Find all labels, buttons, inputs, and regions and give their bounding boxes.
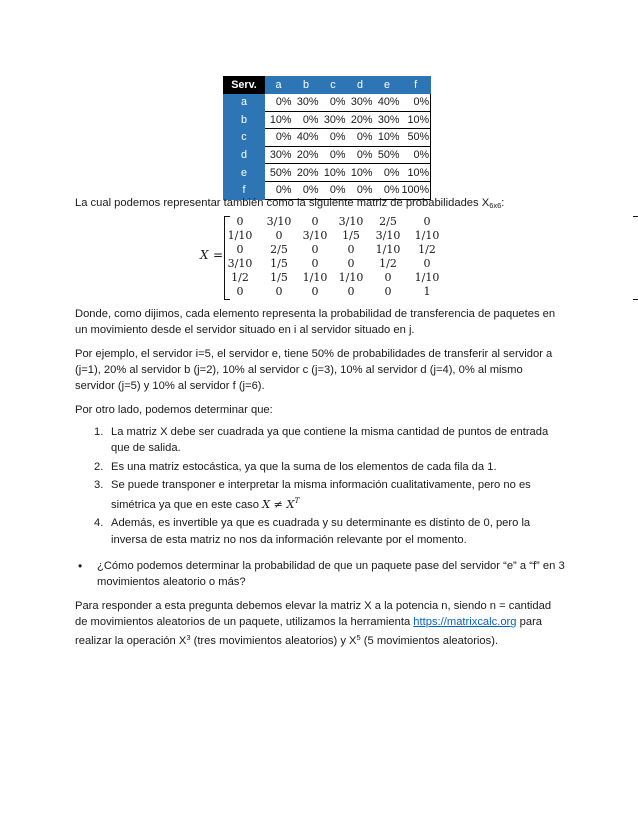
matrix-cell: 0 (347, 285, 355, 298)
matrix-cell: 1/2 (379, 257, 397, 270)
table-cell: 0% (374, 164, 401, 182)
list-text: La matriz X debe ser cuadrada ya que contiene la misma cantidad de puntos de entrada que de salida. (111, 426, 549, 455)
table-cell: 40% (374, 94, 401, 112)
column-header: c (320, 77, 347, 94)
row-header: b (224, 111, 265, 129)
matrix-cell: 1/5 (342, 229, 360, 242)
bullet-icon: • (78, 559, 83, 573)
bullet-text: ¿Cómo podemos determinar la probabilidad de que un paquete pase del servidor “e” a “f” en 3 movimientos aleatorio o más? (97, 560, 565, 589)
responder-text-2: para realizar la operación X (75, 616, 543, 648)
paragraph-responder (75, 598, 565, 650)
table-corner-header: Serv. (224, 77, 265, 94)
matrix-cell: 0 (423, 257, 431, 270)
table-cell: 30% (320, 111, 347, 129)
table-cell: 20% (293, 146, 320, 164)
table-cell: 0% (401, 146, 431, 164)
responder-text-1: Para responder a esta pregunta debemos elevar la matriz X a la potencia n, siendo n = cantidad de movimientos aleatorios de un paquete, utilizamos la herramienta (75, 600, 552, 629)
matrix-cell: 1/2 (418, 243, 436, 256)
table-row (224, 129, 431, 147)
list-number: 4. (94, 517, 104, 530)
column-header: e (374, 77, 401, 94)
column-header: a (265, 77, 293, 94)
matrix-cell: 0 (347, 243, 355, 256)
table-cell: 10% (401, 164, 431, 182)
table-header-row (224, 77, 431, 94)
matrix-cell: 1/10 (375, 243, 401, 256)
table-cell: 0% (374, 181, 401, 199)
table-cell: 30% (265, 146, 293, 164)
matrix-symbol: X (200, 248, 209, 262)
matrix-cell: 0 (384, 271, 392, 284)
matrix-cell: 0 (311, 257, 319, 270)
list-item (75, 515, 565, 548)
responder-text-4: (5 movimientos aleatorios). (360, 635, 499, 648)
table-cell: 0% (401, 94, 431, 112)
paragraph-otro-lado: Por otro lado, podemos determinar que: (75, 404, 273, 416)
paragraph-ejemplo: Por ejemplo, el servidor i=5, el servidor e, tiene 50% de probabilidades de transferir al servidor a (j=1), 20% al servidor b (j=2), 10% al servidor c (j=3), 10% al servidor d (j=4), 0% al mismo servidor (j=5) y 10% al servidor f (j=6). (75, 348, 553, 393)
list-number: 1. (94, 426, 104, 438)
table-cell: 0% (320, 94, 347, 112)
table-cell: 30% (293, 94, 320, 112)
matrix-cell: 0 (275, 285, 283, 298)
matrix-cell: 1/5 (270, 271, 288, 284)
list-text: Además, es invertible ya que es cuadrada y su determinante es distinto de 0, pero la inversa de esta matriz no nos da información relevante por el momento. (111, 517, 531, 546)
matrix-cell: 0 (311, 285, 319, 298)
matrix-intro-subscript: 6x6 (489, 201, 502, 210)
matrix-cell: 1/10 (302, 271, 328, 284)
table-cell: 0% (347, 129, 374, 147)
table-row (224, 111, 431, 129)
matrix-cell: 3/10 (227, 257, 253, 270)
matrix-cell: 0 (423, 215, 431, 228)
matrix-intro-text: La cual podemos representar también como la siguiente matriz de probabilidades X (75, 197, 490, 209)
row-header: a (224, 94, 265, 112)
matrix-cell: 1/10 (338, 271, 364, 284)
properties-list (75, 424, 565, 550)
column-header: d (347, 77, 374, 94)
responder-text-3: (tres movimientos aleatorios) y X (190, 635, 357, 648)
matrix-cell: 1/2 (231, 271, 249, 284)
matrix-cell: 1/5 (270, 257, 288, 270)
table-cell: 0% (347, 181, 374, 199)
matrix-intro-paragraph (75, 195, 565, 214)
row-header: c (224, 129, 265, 147)
matrix-cell: 0 (384, 285, 392, 298)
table-row (224, 146, 431, 164)
table-cell: 20% (347, 111, 374, 129)
responder-sup-5: 5 (356, 633, 361, 643)
matrix-x (200, 216, 440, 298)
list-math: X ≠ X (262, 498, 295, 512)
table-cell: 100% (401, 181, 431, 199)
table-cell: 30% (347, 94, 374, 112)
matrix-cell: 3/10 (375, 229, 401, 242)
matrix-cell: 2/5 (379, 215, 397, 228)
table-cell: 0% (265, 129, 293, 147)
matrix-cell: 1 (423, 285, 431, 298)
matrixcalc-link[interactable]: https://matrixcalc.org (413, 616, 517, 629)
table-row (224, 164, 431, 182)
row-header: e (224, 164, 265, 182)
table-cell: 0% (320, 181, 347, 199)
matrix-cell: 0 (236, 243, 244, 256)
row-header: f (224, 181, 265, 199)
table-cell: 10% (265, 111, 293, 129)
table-cell: 10% (401, 111, 431, 129)
column-header: b (293, 77, 320, 94)
table-cell: 10% (347, 164, 374, 182)
list-text: Es una matriz estocástica, ya que la suma de los elementos de cada fila da 1. (111, 460, 497, 473)
table-row (224, 94, 431, 112)
list-number: 2. (94, 460, 104, 473)
matrix-cell: 3/10 (302, 229, 328, 242)
matrix-cell: 0 (347, 257, 355, 270)
table-cell: 50% (374, 146, 401, 164)
probability-table (223, 76, 431, 200)
matrix-cell: 0 (275, 229, 283, 242)
matrix-intro-colon: : (501, 197, 505, 209)
list-item (75, 424, 565, 457)
table-cell: 0% (347, 146, 374, 164)
column-header: f (401, 77, 431, 94)
table-cell: 10% (320, 164, 347, 182)
responder-sup-3: 3 (186, 633, 191, 643)
list-number: 3. (94, 478, 104, 491)
table-cell: 0% (320, 129, 347, 147)
list-item (75, 459, 565, 475)
table-cell: 30% (374, 111, 401, 129)
matrix-cell: 0 (236, 285, 244, 298)
matrix-cell: 0 (236, 215, 244, 228)
list-math-sup: T (294, 496, 300, 506)
table-cell: 10% (374, 129, 401, 147)
list-item (75, 477, 565, 514)
table-cell: 20% (293, 164, 320, 182)
matrix-cell: 1/10 (414, 271, 440, 284)
matrix-cell: 1/10 (414, 229, 440, 242)
table-cell: 0% (320, 146, 347, 164)
table-cell: 50% (265, 164, 293, 182)
matrix-cell: 0 (311, 215, 319, 228)
table-cell: 50% (401, 129, 431, 147)
row-header: d (224, 146, 265, 164)
table-cell: 40% (293, 129, 320, 147)
matrix-cell: 3/10 (266, 215, 292, 228)
list-text: Se puede transponer e interpretar la misma información cualitativamente, pero no es simétrica ya que en este caso (111, 478, 531, 512)
matrix-cell: 2/5 (270, 243, 288, 256)
matrix-equals: = (213, 248, 224, 262)
table-cell: 0% (265, 94, 293, 112)
matrix-cell: 3/10 (338, 215, 364, 228)
matrix-right-bracket (633, 216, 638, 300)
matrix-cell: 1/10 (227, 229, 253, 242)
table-cell: 0% (265, 181, 293, 199)
bullet-question (75, 558, 565, 591)
paragraph-donde: Donde, como dijimos, cada elemento representa la probabilidad de transferencia de paquetes en un movimiento desde el servidor situado en i al servidor situado en j. (75, 308, 556, 337)
table-cell: 0% (293, 111, 320, 129)
table-cell: 0% (293, 181, 320, 199)
matrix-cell: 0 (311, 243, 319, 256)
